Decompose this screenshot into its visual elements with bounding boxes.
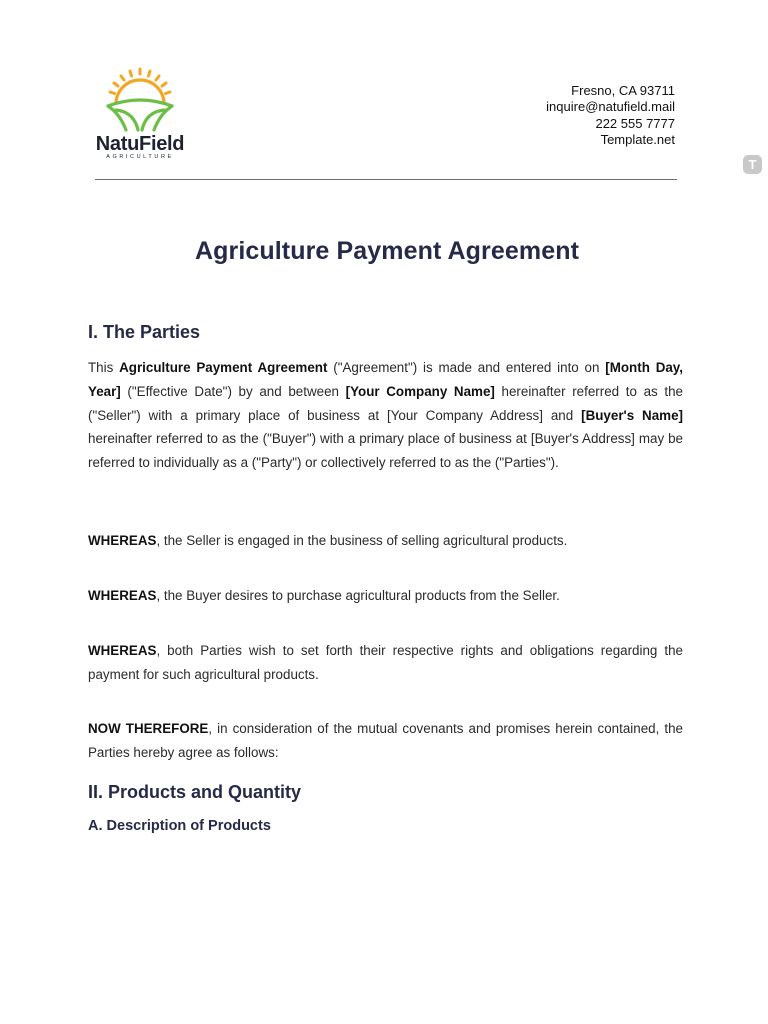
- whereas-label: WHEREAS: [88, 533, 157, 548]
- clause-text: , the Buyer desires to purchase agricultural products from the Seller.: [156, 588, 560, 603]
- contact-phone: 222 555 7777: [595, 115, 675, 131]
- whereas-label: WHEREAS: [88, 643, 157, 658]
- whereas-clause: [88, 584, 683, 608]
- logo-wordmark: NatuField: [95, 133, 185, 155]
- date-placeholder: [Month Day, Year]: [88, 360, 683, 399]
- sun-field-icon: [90, 66, 190, 136]
- template-badge-icon[interactable]: T: [743, 155, 762, 174]
- buyer-placeholder: [Buyer's Name]: [581, 407, 683, 423]
- text-run: hereinafter referred to as the ("Seller") with a primary place of business at [Your Company Address] and: [88, 383, 683, 423]
- contact-block: [546, 83, 675, 149]
- now-therefore-clause: [88, 717, 683, 765]
- now-therefore-label: NOW THEREFORE: [88, 721, 209, 736]
- text-run: ("Agreement") is made and entered into on: [327, 360, 606, 375]
- whereas-clause: [88, 529, 683, 553]
- text-run: hereinafter referred to as the ("Buyer") with a primary place of business at [Buyer's Address] may be referred to individually as a ("Party") or collectively referred to as the ("Parties").: [88, 431, 683, 471]
- company-logo: [90, 66, 190, 162]
- clause-text: , in consideration of the mutual covenants and promises herein contained, the Parties hereby agree as follows:: [88, 721, 683, 760]
- section-heading-products: II. Products and Quantity: [88, 782, 302, 802]
- text-run: This: [88, 360, 120, 375]
- clause-text: , both Parties wish to set forth their respective rights and obligations regarding the payment for such agricultural products.: [88, 643, 683, 682]
- company-placeholder: [Your Company Name]: [345, 383, 495, 399]
- section-heading-parties: I. The Parties: [88, 322, 201, 342]
- contact-email: inquire@natufield.mail: [546, 99, 675, 115]
- whereas-clause: [88, 639, 683, 687]
- header-divider: [95, 179, 677, 180]
- document-title: Agriculture Payment Agreement: [194, 237, 579, 265]
- logo-tagline: AGRICULTURE: [106, 154, 174, 160]
- whereas-label: WHEREAS: [88, 588, 157, 603]
- clause-text: , the Seller is engaged in the business of selling agricultural products.: [156, 533, 568, 548]
- agreement-name: Agriculture Payment Agreement: [119, 360, 328, 375]
- contact-address: Fresno, CA 93711: [571, 83, 675, 98]
- subsection-heading-description: A. Description of Products: [88, 818, 271, 834]
- letterhead: [0, 0, 768, 180]
- parties-paragraph: [88, 356, 683, 475]
- text-run: ("Effective Date") by and between: [120, 383, 346, 399]
- contact-website: Template.net: [600, 132, 675, 148]
